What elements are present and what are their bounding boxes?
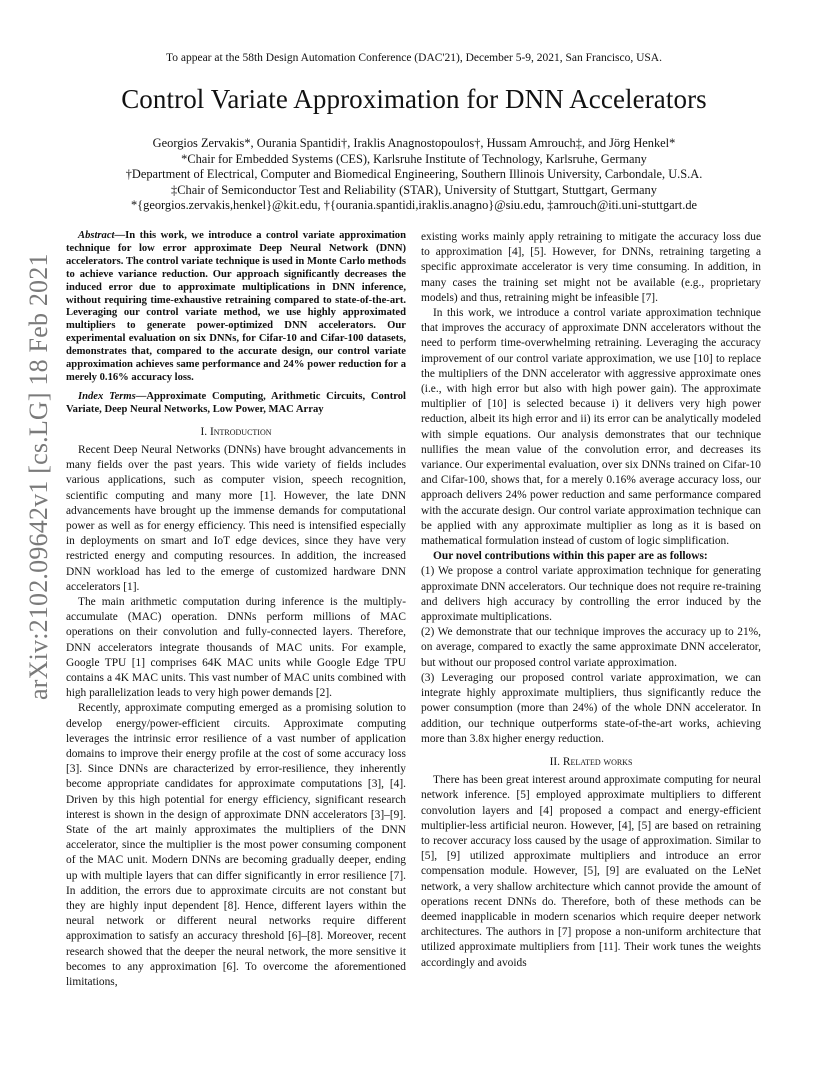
paragraph: Recent Deep Neural Networks (DNNs) have brought advancements in many fields over the past years. This wide variety of fields includes various applications, such as computer vision, speech recognition, scientific computing and many more [1]. However, the late DNN advancements have brought up the immense demands for computational power as well as for energy efficiency. This need is intensified especially in deployments on smart and IoT edge devices, since they have very restricted energy and computing resources. In addition, the increased DNN workload has led to the emerge of customized hardware DNN accelerators [1]. [66,443,406,593]
paragraph: There has been great interest around approximate computing for neural network inference. [5] employed approximate multipliers to different convolution layers and [4] proposed a compact and energy-efficient multiplier-less artificial neuron. However, [4], [5] are based on retraining to recover accuracy loss caused by the usage of approximation. Similar to [5], [9] utilized approximate multipliers and introduce an error compensation module. However, [5], [9] are evaluated on the LeNet network, a very shallow architecture which cannot provide the amount of operations recent DNNs do. Therefore, both of these methods can be deemed inapplicable in modern scenarios which require deeper network architectures. The authors in [7] propose a non-uniform architecture that utilized approximate multipliers from [11]. Their work tunes the weights accordingly and avoids [421,774,761,969]
paragraph: In this work, we introduce a control variate approximation technique that improves the accuracy of approximate DNN accelerators without the need to perform time-overwhelming retraining. Leveraging the accuracy improvement of our control variate approximation, we use [10] to replace the multipliers of the DNN accelerator with aggressive approximate ones (i.e., with high error but also with high power gain). The approximate multiplier of [10] is selected because i) it delivers very high power reduction, albeit its high error and ii) its error can be analytically modeled with simple equations. Our analysis demonstrates that our technique nullifies the mean value of the convolution error, and decreases its variance. Our experimental evaluation, over six DNNs trained on Cifar-10 and Cifar-100, shows that, for a merely 0.16% average accuracy loss, our approach delivers 24% power reduction and same performance compared with the accurate design. Our control variate approximation technique can be applied with any approximate multiplier as long as it is based on mathematical formulation instead of custom of logic simplification. [421,307,761,548]
section-heading-introduction: I. Introduction [200,425,272,438]
section-heading-related-works: II. Related works [549,755,633,768]
paragraph: existing works mainly apply retraining to mitigate the accuracy loss due to approximation [4], [5]. However, for DNNs, retraining targeting a specific approximate accelerator is very time consuming. In addition, in many cases the training set might not be available (e.g., proprietary models) and thus, retraining might be infeasible [7]. [421,231,761,304]
affiliation-siu: †Department of Electrical, Computer and Biomedical Engineering, Southern Illinois University, Carbondale, U.S.A. [125,167,703,182]
contribution-item: (1) We propose a control variate approximation technique for generating approximate DNN accelerators. Our technique does not require re-training and delivers high accuracy by controlling the error induced by the approximate multiplications. [421,565,761,624]
paragraph: Recently, approximate computing emerged as a promising solution to develop energy/power-efficient circuits. Approximate computing leverages the intrinsic error resilience of a vast number of application domains to improve their energy profile at the cost of some accuracy loss [3]. Since DNNs are characterized by error-resilience, they inherently become appropriate candidates for approximate computations [3], [4]. Driven by this high potential for energy efficiency, significant research interest is shown in the design of approximate DNN accelerators [3]–[9]. State of the art mainly approximates the multipliers of the DNN accelerator, since the multiplier is the most power consuming component of the MAC unit. Modern DNNs are becoming gradually deeper, ending up with multiple layers that can differ significantly in error resilience [7]. In addition, the errors due to approximate circuits are not constant but they are highly input dependent [8]. Hence, different layers within the neural network or different neural networks require different approximation to satisfy an accuracy threshold [6]–[8]. Moreover, recent research showed that the deeper the neural network, the more sensitive it becomes to any approximation [6]. To overcome the aforementioned limitations, [66,702,406,988]
index-terms [66,391,406,417]
abstract-lead: Abstract [78,230,115,241]
paragraph: The main arithmetic computation during inference is the multiply-accumulate (MAC) operation. DNNs perform millions of MAC operations on their convolution and fully-connected layers. Therefore, DNN accelerators integrate thousands of MAC units. For example, Google TPU [1] comprises 64K MAC units while Google Edge TPU contains a 4K MAC units. This vast number of MAC units combined with high parallelization leads to very high power demands [2]. [66,595,406,700]
left-column [66,230,406,990]
index-terms-text: —Approximate Computing, Arithmetic Circuits, Control Variate, Deep Neural Networks, Low Power, MAC Array [66,390,406,415]
author-list: Georgios Zervakis*, Ourania Spantidi†, Iraklis Anagnostopoulos†, Hussam Amrouch‡, and Jörg Henkel* [152,136,676,150]
contributions-heading: Our novel contributions within this paper are as follows: [433,550,708,563]
affiliation-stuttgart: ‡Chair of Semiconductor Test and Reliability (STAR), University of Stuttgart, Stuttgart, Germany [171,182,657,197]
author-emails: *{georgios.zervakis,henkel}@kit.edu, †{ourania.spantidi,iraklis.anagno}@siu.edu, ‡amrouch@iti.uni-stuttgart.de [130,198,698,213]
author-block [0,136,828,214]
contribution-item: (2) We demonstrate that our technique improves the accuracy up to 21%, on average, compared to exactly the same approximate DNN accelerator, but without our proposed control variate approximation. [421,626,761,669]
affiliation-kit: *Chair for Embedded Systems (CES), Karlsruhe Institute of Technology, Karlsruhe, Germany [181,151,647,166]
paper-title: Control Variate Approximation for DNN Accelerators [121,84,707,114]
index-terms-lead: Index Terms [78,390,136,402]
contribution-item: (3) Leveraging our proposed control variate approximation, we can integrate highly approximate multipliers, thus significantly reduce the power consumption (more than 24%) of the whole DNN accelerator. In addition, our technique outperforms state-of-the-art works, achieving more than 3.8x higher energy reduction. [421,671,761,745]
arxiv-identifier: arXiv:2102.09642v1 [cs.LG] 18 Feb 2021 [24,253,53,700]
abstract [66,230,406,385]
abstract-text: —In this work, we introduce a control variate approximation technique for low error approximate Deep Neural Network (DNN) accelerators. The control variate technique is used in Monte Carlo methods to achieve variance reduction. Our approach significantly decreases the induced error due to approximate multiplications in DNN inference, without requiring time-exhaustive retraining compared to state-of-the-art. Leveraging our control variate method, we use highly approximated multipliers to generate power-optimized DNN accelerators. Our experimental evaluation on six DNNs, for Cifar-10 and Cifar-100 datasets, demonstrates that, compared to the accurate design, our control variate approximation achieves same performance and 24% power reduction for a merely 0.16% accuracy loss. [66,230,406,383]
conference-note: To appear at the 58th Design Automation Conference (DAC'21), December 5-9, 2021, San Francisco, USA. [166,52,662,64]
right-column [421,230,761,971]
